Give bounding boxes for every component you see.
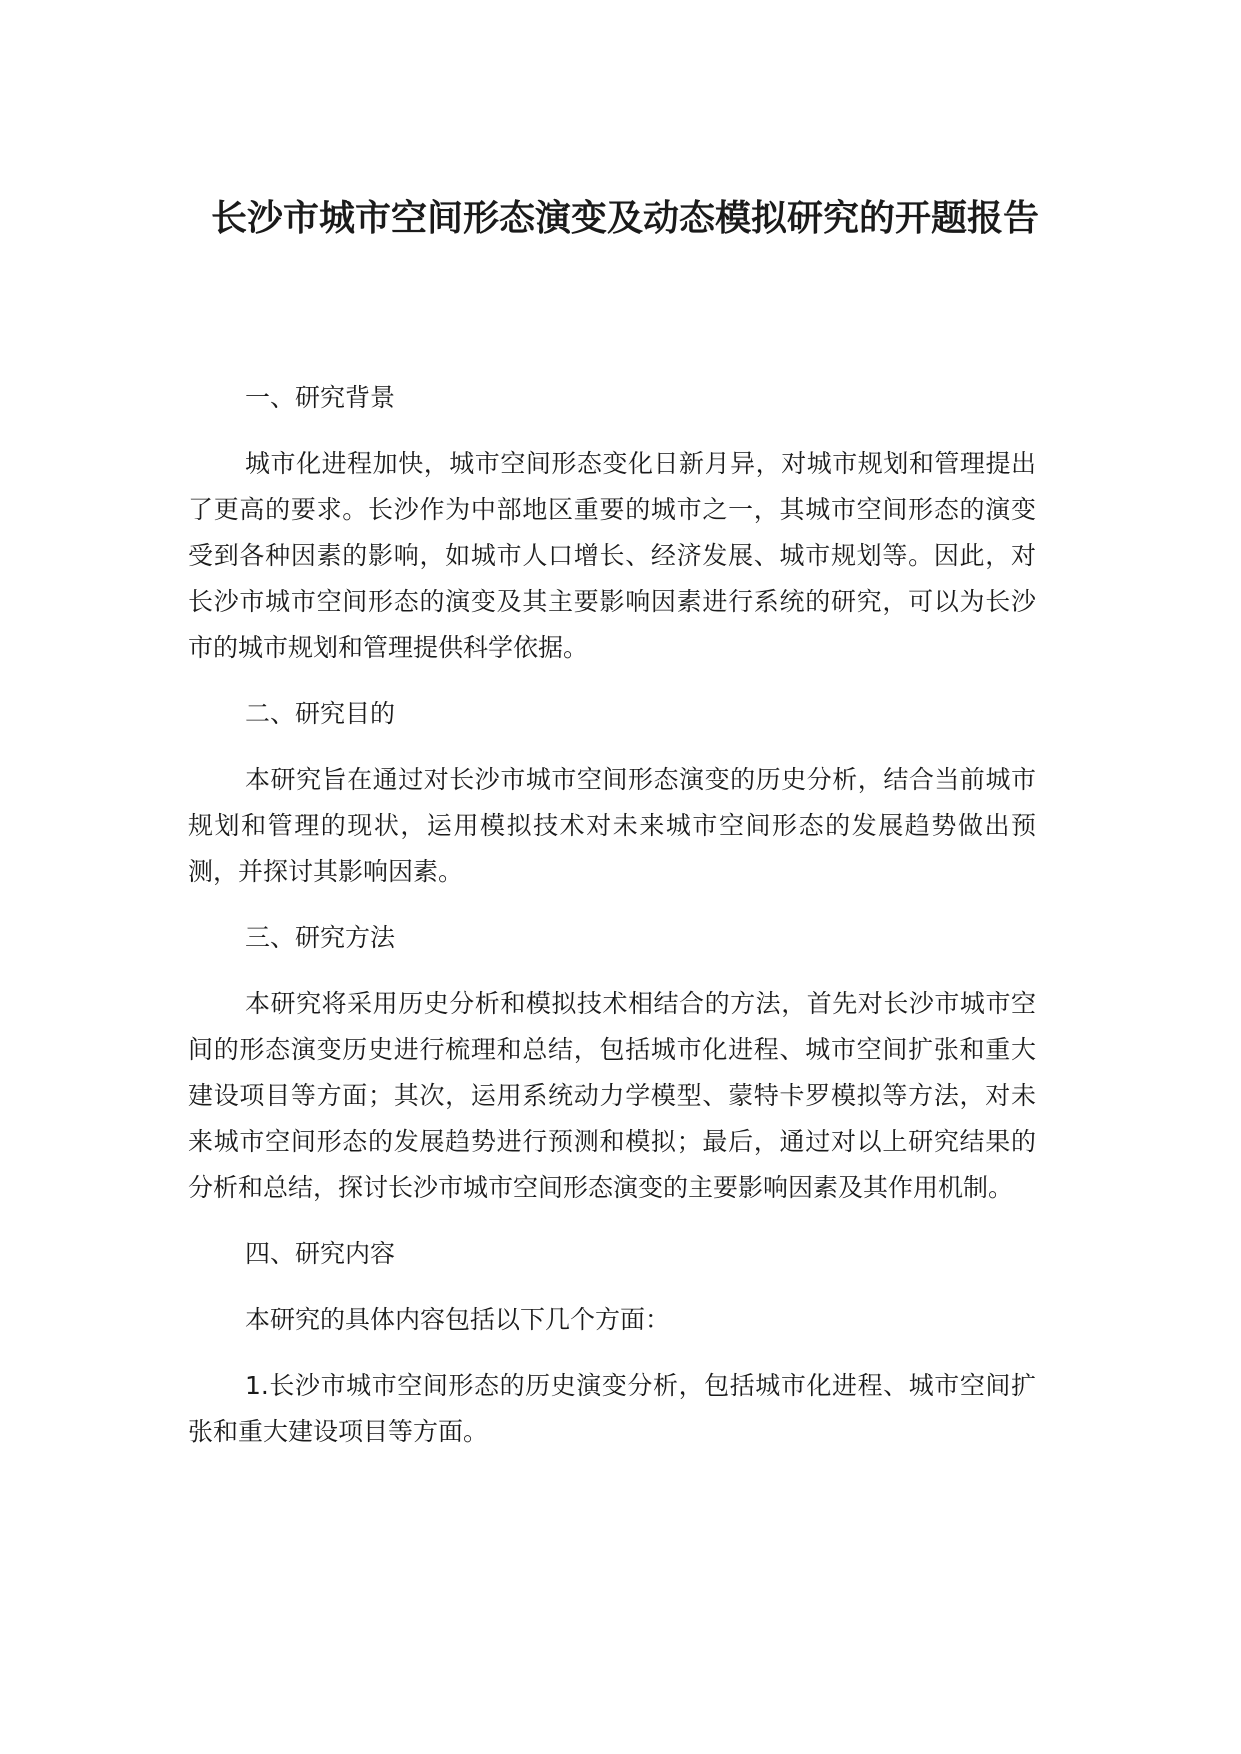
section-paragraph: 城市化进程加快，城市空间形态变化日新月异，对城市规划和管理提出了更高的要求。长沙作为中部地区重要的城市之一，其城市空间形态的演变受到各种因素的影响，如城市人口增长、经济发展、城市规划等。因此，对长沙市城市空间形态的演变及其主要影响因素进行系统的研究，可以为长沙市的城市规划和管理提供科学依据。 — [188, 449, 1036, 662]
section-background — [188, 375, 1036, 671]
section-purpose — [188, 691, 1036, 895]
document-title: 长沙市城市空间形态演变及动态模拟研究的开题报告 — [210, 198, 1039, 239]
section-method — [188, 915, 1036, 1211]
section-heading: 四、研究内容 — [245, 1239, 396, 1268]
section-list-item: 1.长沙市城市空间形态的历史演变分析，包括城市化进程、城市空间扩张和重大建设项目等方面。 — [188, 1371, 1036, 1446]
section-paragraph: 本研究的具体内容包括以下几个方面： — [245, 1305, 671, 1334]
section-heading: 三、研究方法 — [245, 923, 396, 952]
section-heading: 一、研究背景 — [245, 383, 396, 412]
document-body — [188, 375, 1036, 1475]
section-paragraph: 本研究将采用历史分析和模拟技术相结合的方法，首先对长沙市城市空间的形态演变历史进行梳理和总结，包括城市化进程、城市空间扩张和重大建设项目等方面；其次，运用系统动力学模型、蒙特卡罗模拟等方法，对未来城市空间形态的发展趋势进行预测和模拟；最后，通过对以上研究结果的分析和总结，探讨长沙市城市空间形态演变的主要影响因素及其作用机制。 — [188, 989, 1036, 1202]
section-content — [188, 1231, 1036, 1455]
section-heading: 二、研究目的 — [245, 699, 396, 728]
section-paragraph: 本研究旨在通过对长沙市城市空间形态演变的历史分析，结合当前城市规划和管理的现状，运用模拟技术对未来城市空间形态的发展趋势做出预测，并探讨其影响因素。 — [188, 765, 1036, 886]
